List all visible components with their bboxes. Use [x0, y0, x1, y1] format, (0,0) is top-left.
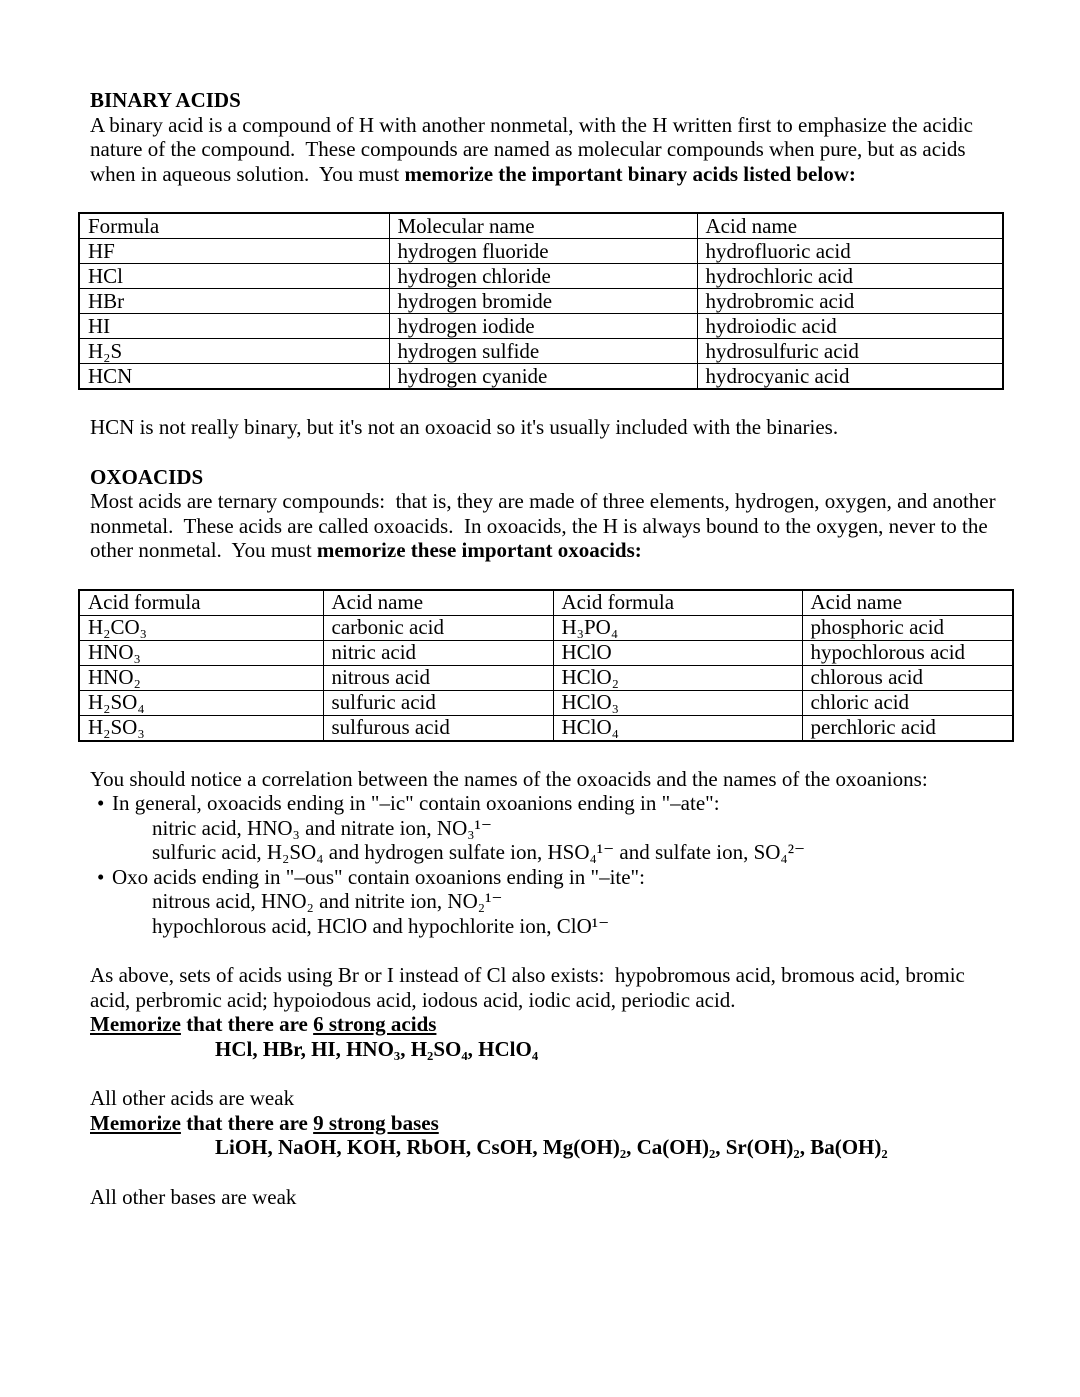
column-header: Molecular name — [389, 213, 697, 239]
binary-acids-section — [90, 88, 998, 440]
bullet-example: nitrous acid, HNO₂ and nitrite ion, NO₂¹⁻ — [152, 889, 503, 913]
acid-name-cell: chloric acid — [802, 690, 1013, 715]
acid-formula-cell: H₃PO₄ — [553, 615, 802, 640]
table-row — [79, 264, 1003, 289]
bullet-item — [90, 865, 998, 890]
table-row — [79, 665, 1013, 690]
table-row — [79, 690, 1013, 715]
bullet-example: sulfuric acid, H₂SO₄ and hydrogen sulfate ion, HSO₄¹⁻ and sulfate ion, SO₄²⁻ — [152, 840, 806, 864]
table-header-row — [79, 590, 1013, 616]
acid-formula-cell: HClO₂ — [553, 665, 802, 690]
column-header: Acid name — [697, 213, 1003, 239]
column-header: Acid formula — [553, 590, 802, 616]
table-row — [79, 715, 1013, 741]
column-header: Formula — [79, 213, 389, 239]
molecular-name-cell: hydrogen fluoride — [389, 239, 697, 264]
molecular-name-cell: hydrogen bromide — [389, 289, 697, 314]
acid-formula-cell: HClO₄ — [553, 715, 802, 741]
strong-acids-section — [90, 1012, 998, 1111]
acid-formula-cell: H₂SO₃ — [79, 715, 323, 741]
table-row — [79, 640, 1013, 665]
binary-acids-heading: BINARY ACIDS — [90, 88, 241, 112]
acid-name-cell: phosphoric acid — [802, 615, 1013, 640]
molecular-name-cell: hydrogen cyanide — [389, 364, 697, 390]
bullet-example: hypochlorous acid, HClO and hypochlorite ion, ClO¹⁻ — [152, 913, 610, 938]
table-row — [79, 615, 1013, 640]
acid-formula-cell: H₂S — [79, 339, 389, 364]
bullet-text: In general, oxoacids ending in "–ic" contain oxoanions ending in "–ate": — [112, 791, 720, 815]
acid-name-cell: nitric acid — [323, 640, 553, 665]
strong-bases-section — [90, 1111, 998, 1210]
acid-name-cell: hydroiodic acid — [697, 314, 1003, 339]
strong-acids-count: 6 strong acids — [313, 1012, 437, 1036]
strong-bases-list: LiOH, NaOH, KOH, RbOH, CsOH, Mg(OH)₂, Ca(OH)₂, Sr(OH)₂, Ba(OH)₂ — [215, 1135, 888, 1159]
weak-bases-note: All other bases are weak — [90, 1184, 297, 1209]
memorize-bases-line — [90, 1111, 998, 1136]
acid-formula-cell: HNO₃ — [79, 640, 323, 665]
acid-name-cell: perchloric acid — [802, 715, 1013, 741]
acid-name-cell: hydrocyanic acid — [697, 364, 1003, 390]
acid-name-cell: hydrofluoric acid — [697, 239, 1003, 264]
molecular-name-cell: hydrogen iodide — [389, 314, 697, 339]
hcn-note: HCN is not really binary, but it's not an oxoacid so it's usually included with the binaries. — [90, 415, 839, 439]
acid-name-cell: hypochlorous acid — [802, 640, 1013, 665]
strong-acids-list: HCl, HBr, HI, HNO₃, H₂SO₄, HClO₄ — [215, 1036, 539, 1061]
table-header-row — [79, 213, 1003, 239]
acid-name-cell: hydrochloric acid — [697, 264, 1003, 289]
acid-name-cell: hydrobromic acid — [697, 289, 1003, 314]
memorize-acids-line — [90, 1012, 998, 1037]
oxoacids-intro — [90, 489, 1001, 563]
memorize-middle-text: that there are — [180, 1012, 314, 1036]
molecular-name-cell: hydrogen chloride — [389, 264, 697, 289]
acid-formula-cell: HClO — [553, 640, 802, 665]
acid-formula-cell: H₂SO₄ — [79, 690, 323, 715]
halogen-note: As above, sets of acids using Br or I instead of Cl also exists: hypobromous acid, bromous acid, bromic acid, perbromic acid; hypoiodous acid, iodous acid, iodic acid, periodic acid. — [90, 963, 971, 1012]
acid-formula-cell: HCN — [79, 364, 389, 390]
acid-name-cell: nitrous acid — [323, 665, 553, 690]
table-row — [79, 339, 1003, 364]
molecular-name-cell: hydrogen sulfide — [389, 339, 697, 364]
table-row — [79, 364, 1003, 390]
oxo-intro-bold-text: memorize these important oxoacids: — [316, 538, 642, 562]
binary-intro-text: A binary acid is a compound of H with another nonmetal, with the H written first to emphasize the acidic nature of the compound. These compounds are named as molecular compounds when pure, but as acids when in aqueous solution. You must — [90, 112, 979, 186]
binary-acids-intro — [90, 113, 998, 187]
strong-bases-count: 9 strong bases — [313, 1110, 439, 1135]
acid-formula-cell: HCl — [79, 264, 389, 289]
acid-formula-cell: HNO₂ — [79, 665, 323, 690]
acid-name-cell: sulfuric acid — [323, 690, 553, 715]
column-header: Acid name — [802, 590, 1013, 616]
oxoacids-section — [88, 464, 1001, 742]
bullet-example: nitric acid, HNO₃ and nitrate ion, NO₃¹⁻ — [152, 815, 492, 840]
memorize-word: Memorize — [90, 1012, 181, 1036]
acid-formula-cell: HBr — [79, 289, 389, 314]
memorize-word: Memorize — [90, 1110, 181, 1135]
correlation-lead: You should notice a correlation between the names of the oxoacids and the names of the oxoanions: — [90, 766, 928, 791]
acid-formula-cell: HClO₃ — [553, 690, 802, 715]
acid-name-cell: carbonic acid — [323, 615, 553, 640]
table-row — [79, 239, 1003, 264]
oxoacids-table — [78, 589, 1014, 742]
correlation-section — [90, 767, 998, 939]
acid-formula-cell: HI — [79, 314, 389, 339]
memorize-middle-text: that there are — [180, 1110, 314, 1135]
oxo-intro-text: Most acids are ternary compounds: that is, they are made of three elements, hydrogen, oxygen, and another nonmetal. These acids are called oxoacids. In oxoacids, the H is always bound to the oxygen, never to the other nonmetal. You must — [90, 489, 1001, 562]
column-header: Acid name — [323, 590, 553, 616]
acid-formula-cell: HF — [79, 239, 389, 264]
bullet-item — [90, 791, 998, 816]
bullet-icon: • — [97, 864, 105, 889]
acid-name-cell: chlorous acid — [802, 665, 1013, 690]
table-row — [79, 289, 1003, 314]
acid-formula-cell: H₂CO₃ — [79, 615, 323, 640]
bullet-text: Oxo acids ending in "–ous" contain oxoanions ending in "–ite": — [112, 864, 645, 889]
oxoacids-heading: OXOACIDS — [90, 464, 204, 489]
acid-name-cell: hydrosulfuric acid — [697, 339, 1003, 364]
binary-intro-bold-text: memorize the important binary acids listed below: — [404, 161, 856, 186]
column-header: Acid formula — [79, 590, 323, 616]
table-row — [79, 314, 1003, 339]
acid-name-cell: sulfurous acid — [323, 715, 553, 741]
bullet-icon: • — [97, 791, 105, 815]
weak-acids-note: All other acids are weak — [90, 1086, 295, 1110]
binary-acids-table — [78, 212, 1004, 390]
